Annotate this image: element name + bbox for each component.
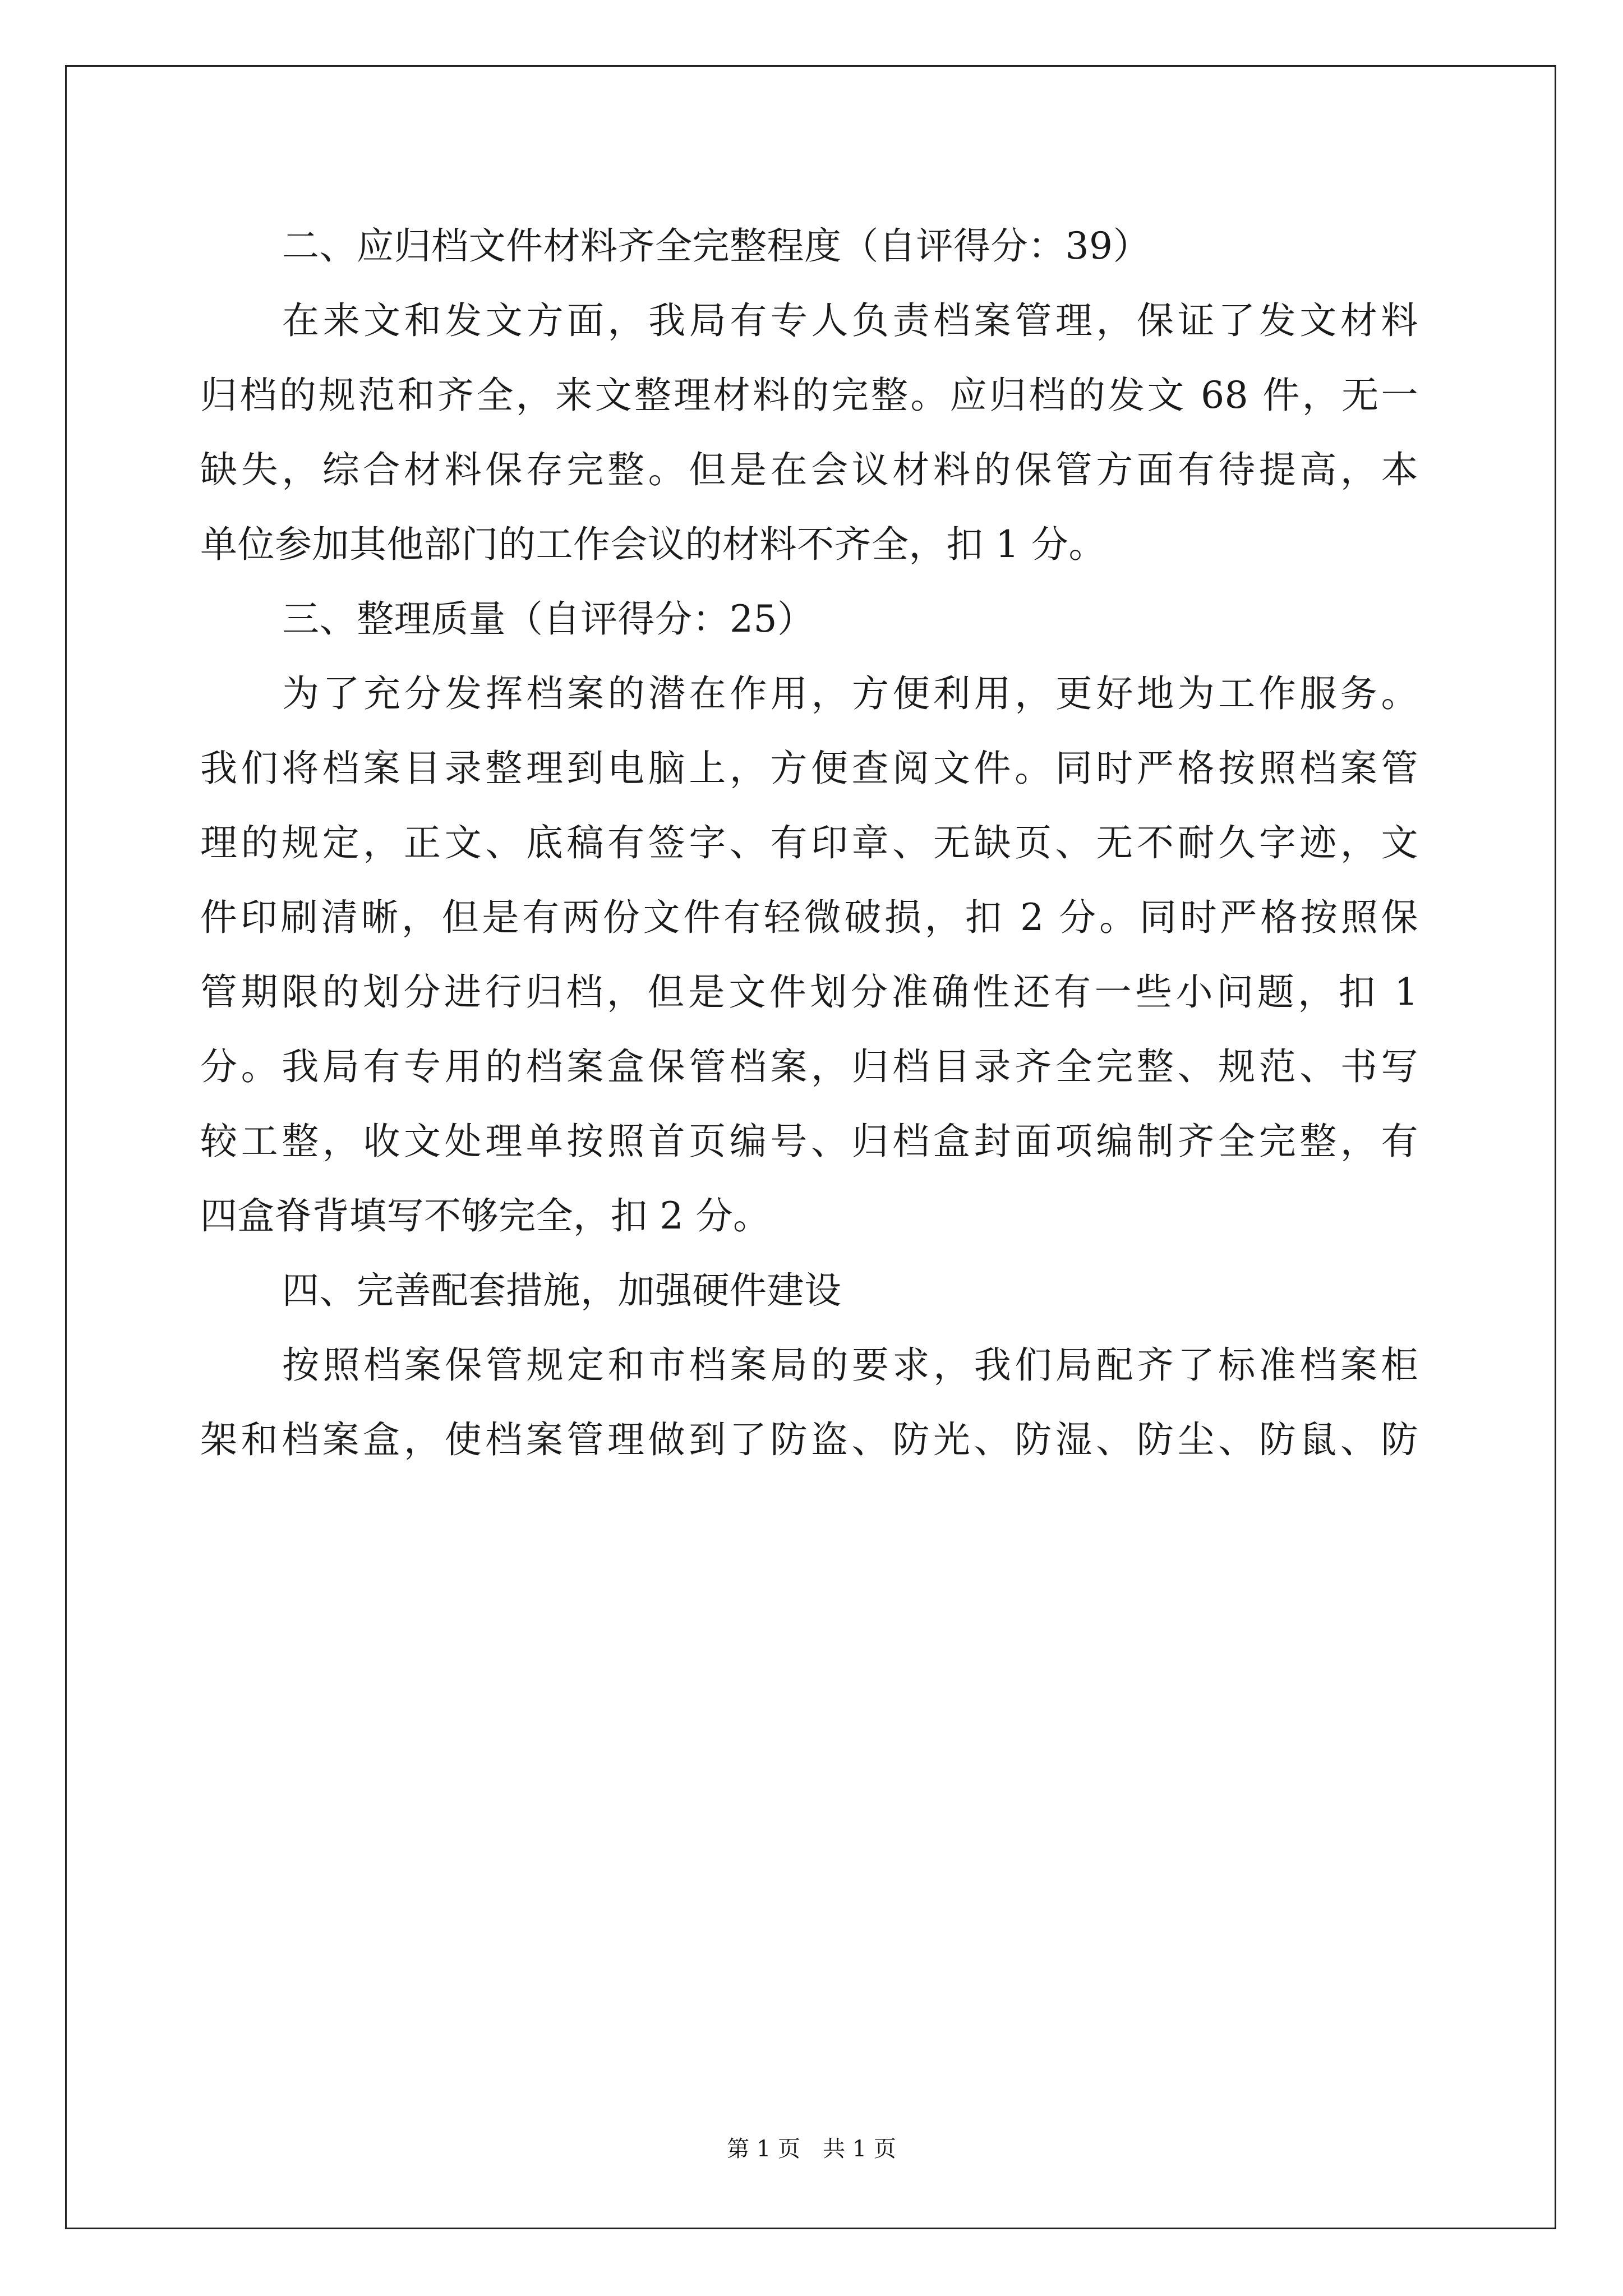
paragraph-line: 分。我局有专用的档案盒保管档案，归档目录齐全完整、规范、书写 bbox=[200, 1045, 1418, 1088]
document-body bbox=[200, 209, 1418, 1477]
paragraph-line: 单位参加其他部门的工作会议的材料不齐全，扣 1 分。 bbox=[200, 523, 1106, 566]
page-footer: 第 1 页 共 1 页 bbox=[727, 2136, 896, 2162]
section-heading-2: 二、应归档文件材料齐全完整程度（自评得分：39） bbox=[282, 224, 1150, 268]
paragraph-line: 架和档案盒，使档案管理做到了防盗、防光、防湿、防尘、防鼠、防 bbox=[200, 1418, 1418, 1461]
section-heading-4: 四、完善配套措施，加强硬件建设 bbox=[282, 1269, 842, 1312]
paragraph-line: 按照档案保管规定和市档案局的要求，我们局配齐了标准档案柜 bbox=[282, 1343, 1418, 1387]
paragraph-line: 缺失，综合材料保存完整。但是在会议材料的保管方面有待提高，本 bbox=[200, 448, 1418, 491]
paragraph-line: 为了充分发挥档案的潜在作用，方便利用，更好地为工作服务。 bbox=[282, 672, 1418, 715]
paragraph-line: 件印刷清晰，但是有两份文件有轻微破损，扣 2 分。同时严格按照保 bbox=[200, 896, 1418, 939]
paragraph-line: 在来文和发文方面，我局有专人负责档案管理，保证了发文材料 bbox=[282, 299, 1418, 342]
paragraph-line: 理的规定，正文、底稿有签字、有印章、无缺页、无不耐久字迹，文 bbox=[200, 821, 1418, 864]
paragraph-line: 较工整，收文处理单按照首页编号、归档盒封面项编制齐全完整，有 bbox=[200, 1120, 1418, 1163]
paragraph-line: 管期限的划分进行归档，但是文件划分准确性还有一些小问题，扣 1 bbox=[200, 970, 1418, 1014]
section-heading-3: 三、整理质量（自评得分：25） bbox=[282, 597, 815, 641]
paragraph-line: 归档的规范和齐全，来文整理材料的完整。应归档的发文 68 件，无一 bbox=[200, 374, 1418, 417]
paragraph-line: 四盒脊背填写不够完全，扣 2 分。 bbox=[200, 1194, 771, 1237]
paragraph-line: 我们将档案目录整理到电脑上，方便查阅文件。同时严格按照档案管 bbox=[200, 747, 1418, 790]
